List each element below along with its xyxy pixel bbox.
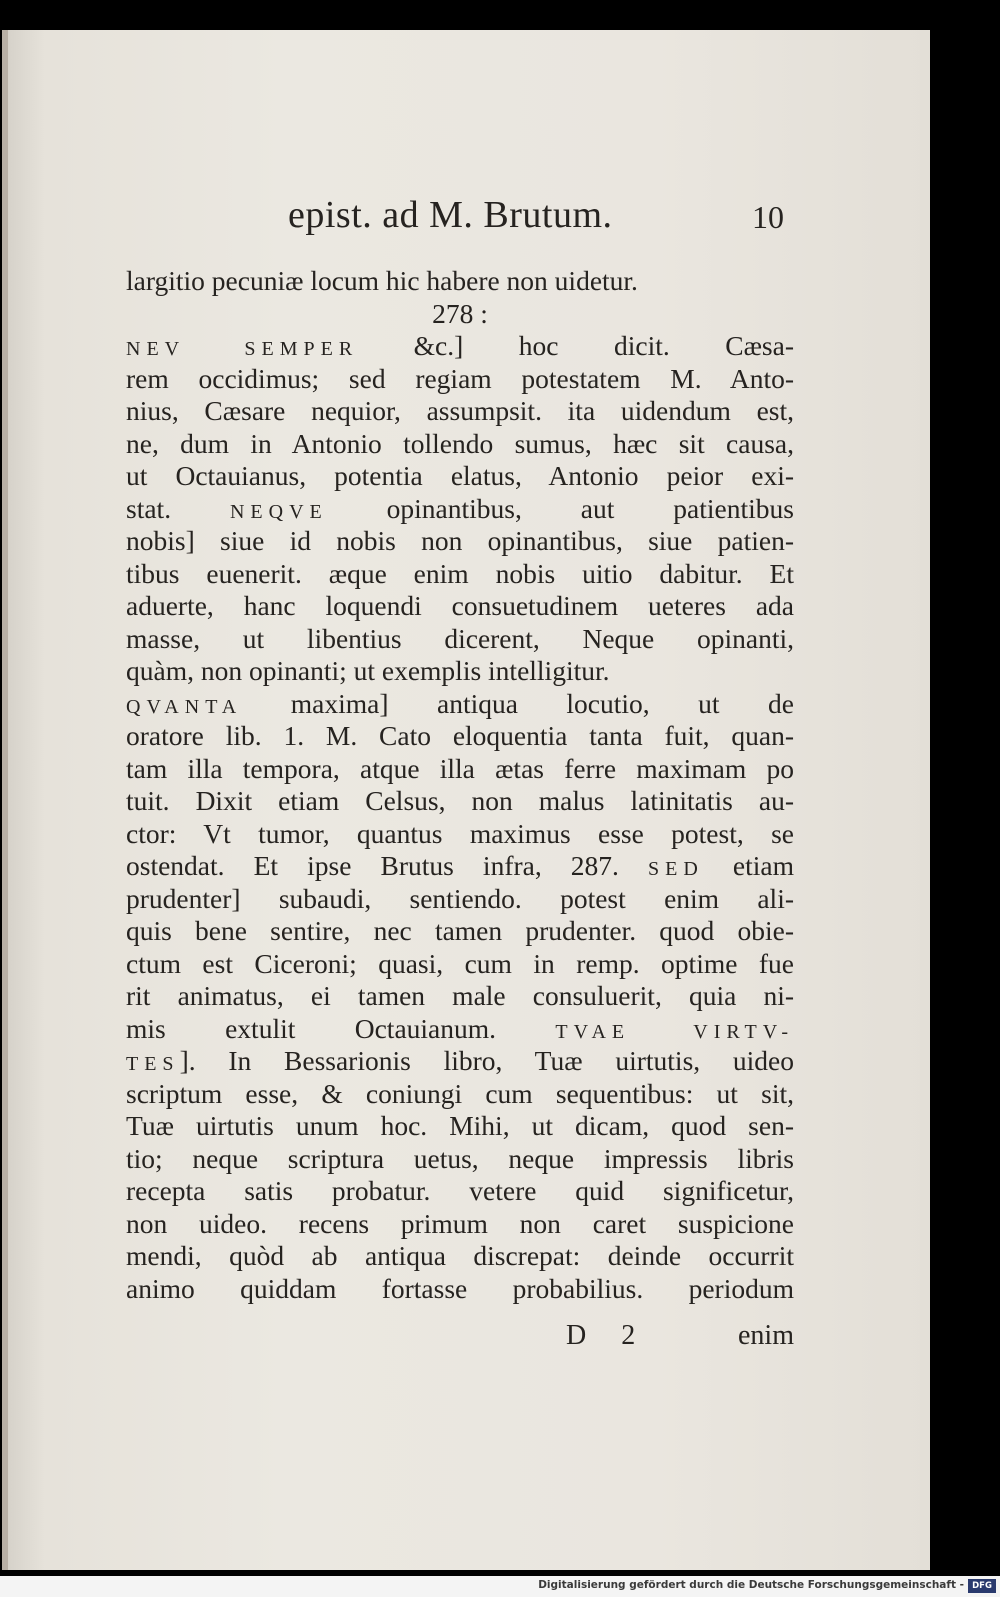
- lemma-small-caps: TES: [126, 1053, 180, 1075]
- text-line: quàm, non opinanti; ut exemplis intelligitur.: [126, 655, 610, 686]
- body-text: [126, 265, 794, 1305]
- text-line: non uideo. recens primum non caret suspicione: [126, 1207, 794, 1239]
- text-line: tuit. Dixit etiam Celsus, non malus latinitatis au-: [126, 785, 794, 816]
- text-line: 278 :: [432, 297, 488, 329]
- line-segment: maxima] antiqua locutio, ut de: [242, 687, 794, 719]
- text-line: [126, 688, 794, 721]
- text-line: [126, 493, 794, 526]
- lemma-small-caps: QVANTA: [126, 695, 243, 718]
- line-segment: etiam: [703, 850, 794, 881]
- text-line: [126, 850, 794, 883]
- line-segment: ]. In Bessarionis libro, Tuæ uirtutis, uideo: [179, 1045, 794, 1076]
- text-line: aduerte, hanc loquendi consuetudinem ueteres ada: [126, 590, 794, 621]
- text-line: [126, 330, 794, 363]
- text-line: animo quiddam fortasse probabilius. periodum: [126, 1272, 794, 1304]
- page-number: 10: [752, 199, 784, 235]
- lemma-small-caps: TVAE VIRTV-: [555, 1020, 794, 1043]
- funding-note: Digitalisierung gefördert durch die Deutsche Forschungsgemeinschaft -: [538, 1579, 964, 1591]
- text-line: [126, 1045, 794, 1078]
- text-line: Tuæ uirtutis unum hoc. Mihi, ut dicam, quod sen-: [126, 1110, 794, 1141]
- funding-bar: [0, 1576, 1000, 1597]
- text-line: oratore lib. 1. M. Cato eloquentia tanta fuit, quan-: [126, 720, 794, 751]
- text-line: [126, 1013, 794, 1046]
- text-line: recepta satis probatur. vetere quid significetur,: [126, 1175, 794, 1206]
- page-footer: [126, 1320, 794, 1356]
- text-line: tibus euenerit. æque enim nobis uitio dabitur. Et: [126, 557, 794, 589]
- text-line: nobis] siue id nobis non opinantibus, siue patien-: [126, 525, 794, 556]
- text-line: largitio pecuniæ locum hic habere non uidetur.: [126, 265, 638, 296]
- text-line: tam illa tempora, atque illa ætas ferre maximam po: [126, 752, 794, 784]
- line-segment: opinantibus, aut patientibus: [327, 492, 794, 524]
- text-line: quis bene sentire, nec tamen prudenter. quod obie-: [126, 915, 794, 946]
- lemma-small-caps: NEV SEMPER: [126, 338, 359, 360]
- text-line: ut Octauianus, potentia elatus, Antonio peior exi-: [126, 460, 794, 491]
- catchword: enim: [738, 1320, 794, 1351]
- text-line: rem occidimus; sed regiam potestatem M. Anto-: [126, 362, 794, 394]
- text-line: ctor: Vt tumor, quantus maximus esse potest, se: [126, 817, 794, 849]
- text-line: ctum est Ciceroni; quasi, cum in remp. optime fue: [126, 947, 794, 979]
- page-header: [288, 193, 808, 253]
- book-page: [2, 30, 930, 1570]
- lemma-small-caps: NEQVE: [229, 500, 328, 523]
- text-line: prudenter] subaudi, sentiendo. potest enim ali-: [126, 882, 794, 914]
- text-line: nius, Cæsare nequior, assumpsit. ita uidendum est,: [126, 395, 794, 426]
- line-segment: mis extulit Octauianum.: [126, 1012, 556, 1044]
- text-line: rit animatus, ei tamen male consuluerit, quia ni-: [126, 980, 794, 1011]
- line-segment: stat.: [126, 492, 230, 524]
- text-line: ne, dum in Antonio tollendo sumus, hæc sit causa,: [126, 427, 794, 459]
- running-head: epist. ad M. Brutum.: [288, 194, 613, 236]
- text-line: masse, ut libentius dicerent, Neque opinanti,: [126, 622, 794, 654]
- lemma-small-caps: SED: [648, 858, 704, 880]
- text-line: mendi, quòd ab antiqua discrepat: deinde occurrit: [126, 1240, 794, 1271]
- signature-mark: D 2: [566, 1320, 650, 1351]
- line-segment: &c.] hoc dicit. Cæsa-: [358, 330, 794, 361]
- line-segment: ostendat. Et ipse Brutus infra, 287.: [126, 850, 649, 881]
- dfg-logo: DFG: [968, 1579, 996, 1593]
- text-line: tio; neque scriptura uetus, neque impressis libris: [126, 1142, 794, 1174]
- text-line: scriptum esse, & coniungi cum sequentibus: ut sit,: [126, 1077, 794, 1109]
